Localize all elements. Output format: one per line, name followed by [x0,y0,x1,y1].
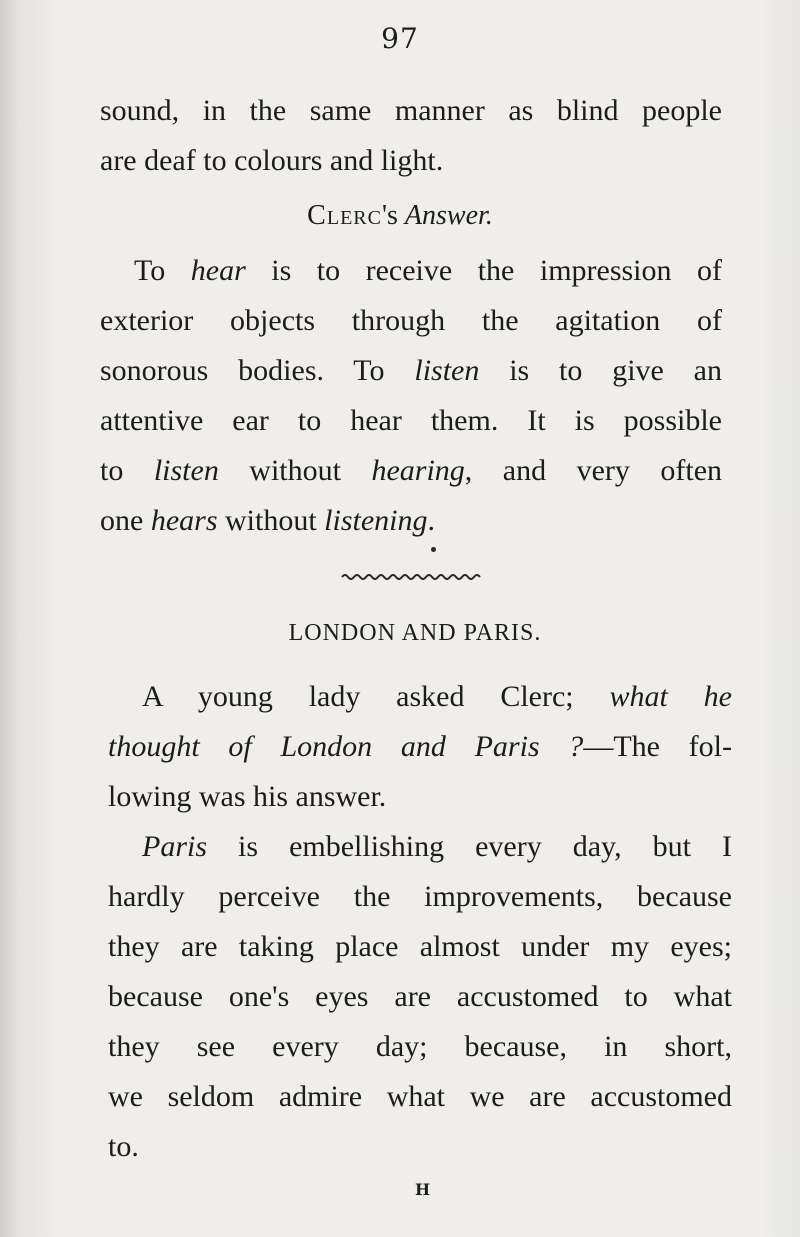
story-line-5: hardly perceive the improvements, because [108,880,732,913]
story-line-10: to. [108,1130,139,1163]
story-line-8: they see every day; because, in short, [108,1030,732,1063]
answer-heading-suffix: 's [381,200,398,231]
story-line-1: A young lady asked Clerc; what he [142,680,732,713]
answer-line-3: sonorous bodies. To listen is to give an [100,354,723,387]
answer-paragraph [100,246,722,546]
intro-paragraph [100,86,722,186]
intro-line-1: sound, in the same manner as blind people [100,94,722,127]
ink-dot [431,547,436,552]
intro-line-2: are deaf to colours and light. [100,144,444,177]
page-number: 97 [381,22,419,55]
story-paragraph [108,672,732,1172]
wavy-divider-ornament [340,572,485,582]
answer-heading-word: Answer. [404,200,493,231]
answer-line-6: one hears without listening. [100,504,436,537]
answer-line-2: exterior objects through the agitation of [100,304,722,337]
story-line-9: we seldom admire what we are accustomed [108,1080,732,1113]
signature-mark: H [414,1180,431,1199]
answer-line-5: to listen without hearing, and very often [100,454,723,487]
story-line-3: lowing was his answer. [108,780,387,813]
story-line-7: because one's eyes are accustomed to what [108,980,732,1013]
story-line-2: thought of London and Paris ?—The fol- [108,730,732,763]
section-title: LONDON AND PARIS. [288,620,542,646]
answer-heading-name: Clerc [307,200,382,231]
answer-heading [0,200,800,232]
story-line-6: they are taking place almost under my eyes; [108,930,732,963]
answer-line-1: To hear is to receive the impression of [134,254,723,287]
answer-line-4: attentive ear to hear them. It is possible [100,404,722,437]
story-line-4: Paris is embellishing every day, but I [142,830,732,863]
